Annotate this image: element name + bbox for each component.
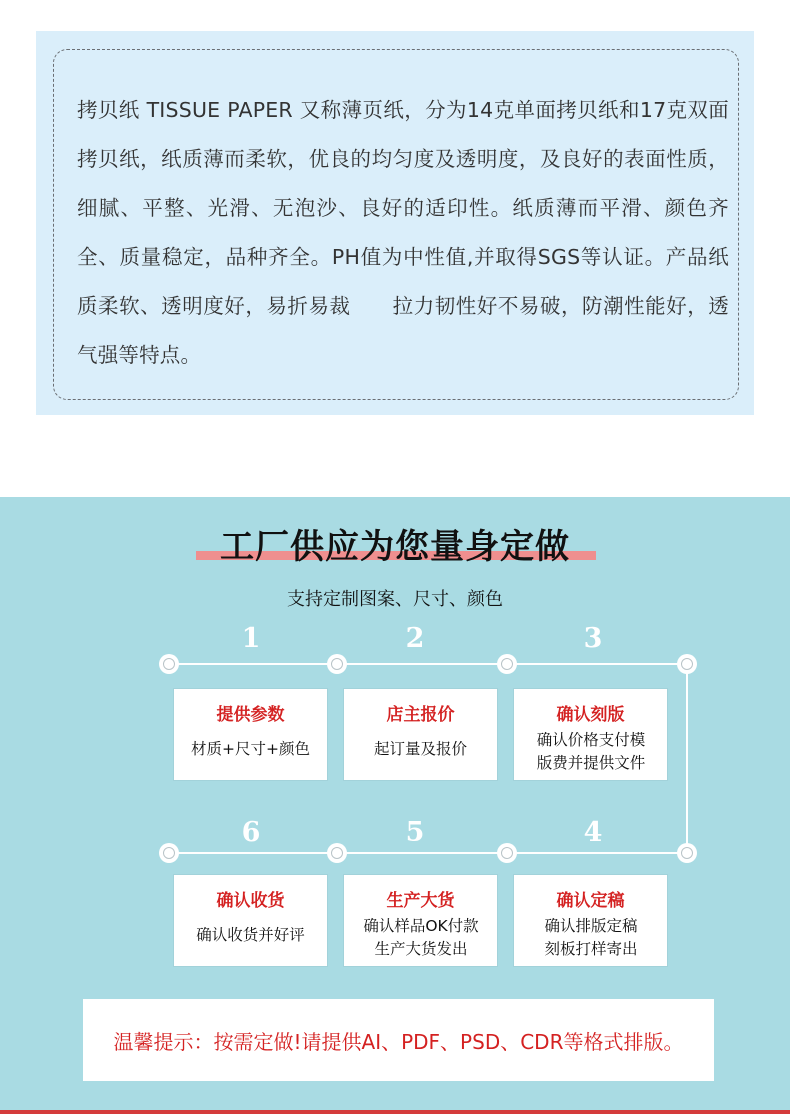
step-desc: 确认价格支付模版费并提供文件 xyxy=(536,731,646,772)
timeline-line-right xyxy=(686,663,688,853)
step-card-4 xyxy=(514,875,667,966)
step-card-5 xyxy=(344,875,497,966)
timeline-node xyxy=(159,843,179,863)
intro-dashed-frame xyxy=(53,49,739,400)
step-title: 确认收货 xyxy=(216,891,285,911)
step-title: 店主报价 xyxy=(386,705,455,725)
step-card-2 xyxy=(344,689,497,780)
step-number-6: 6 xyxy=(241,817,261,848)
timeline-node xyxy=(497,843,517,863)
intro-panel xyxy=(36,31,754,415)
step-card-3 xyxy=(514,689,667,780)
section-title: 工厂供应为您量身定做 xyxy=(220,527,570,567)
step-card-1 xyxy=(174,689,327,780)
step-number-2: 2 xyxy=(405,623,425,654)
step-number-5: 5 xyxy=(405,817,425,848)
step-title: 提供参数 xyxy=(216,705,285,725)
step-card-6 xyxy=(174,875,327,966)
step-desc: 确认排版定稿刻板打样寄出 xyxy=(544,917,638,958)
intro-text: 拷贝纸 TISSUE PAPER 又称薄页纸，分为14克单面拷贝纸和17克双面拷贝纸，纸质薄而柔软，优良的均匀度及透明度，及良好的表面性质，细腻、平整、光滑、无泡沙、良好的适印性。纸质薄而平滑、颜色齐全、质量稳定，品种齐全。PH值为中性值,并取得SGS等认证。产品纸质柔软、透明度好，易折易裁 拉力韧性好不易破，防潮性能好，透气强等特点。 xyxy=(77,98,729,367)
tip-text: 温馨提示：按需定做!请提供AI、PDF、PSD、CDR等格式排版。 xyxy=(113,1030,684,1054)
step-desc: 材质+尺寸+颜色 xyxy=(191,740,310,758)
timeline-node xyxy=(159,654,179,674)
timeline-node xyxy=(327,843,347,863)
step-title: 生产大货 xyxy=(386,891,455,911)
timeline-node xyxy=(497,654,517,674)
step-number-4: 4 xyxy=(583,817,603,848)
timeline-node xyxy=(677,654,697,674)
step-number-1: 1 xyxy=(241,623,261,654)
bottom-accent-line xyxy=(0,1110,790,1114)
timeline-node xyxy=(677,843,697,863)
section-subtitle: 支持定制图案、尺寸、颜色 xyxy=(287,589,503,610)
step-number-3: 3 xyxy=(583,623,603,654)
step-desc: 起订量及报价 xyxy=(373,740,467,758)
step-title: 确认定稿 xyxy=(556,891,625,911)
custom-service-section xyxy=(0,497,790,1114)
step-desc: 确认收货并好评 xyxy=(196,926,305,944)
timeline-node xyxy=(327,654,347,674)
timeline-line-top xyxy=(169,663,687,665)
tip-box xyxy=(83,999,714,1081)
step-desc: 确认样品OK付款生产大货发出 xyxy=(363,917,479,958)
timeline-line-bottom xyxy=(169,852,687,854)
step-title: 确认刻版 xyxy=(556,705,625,725)
